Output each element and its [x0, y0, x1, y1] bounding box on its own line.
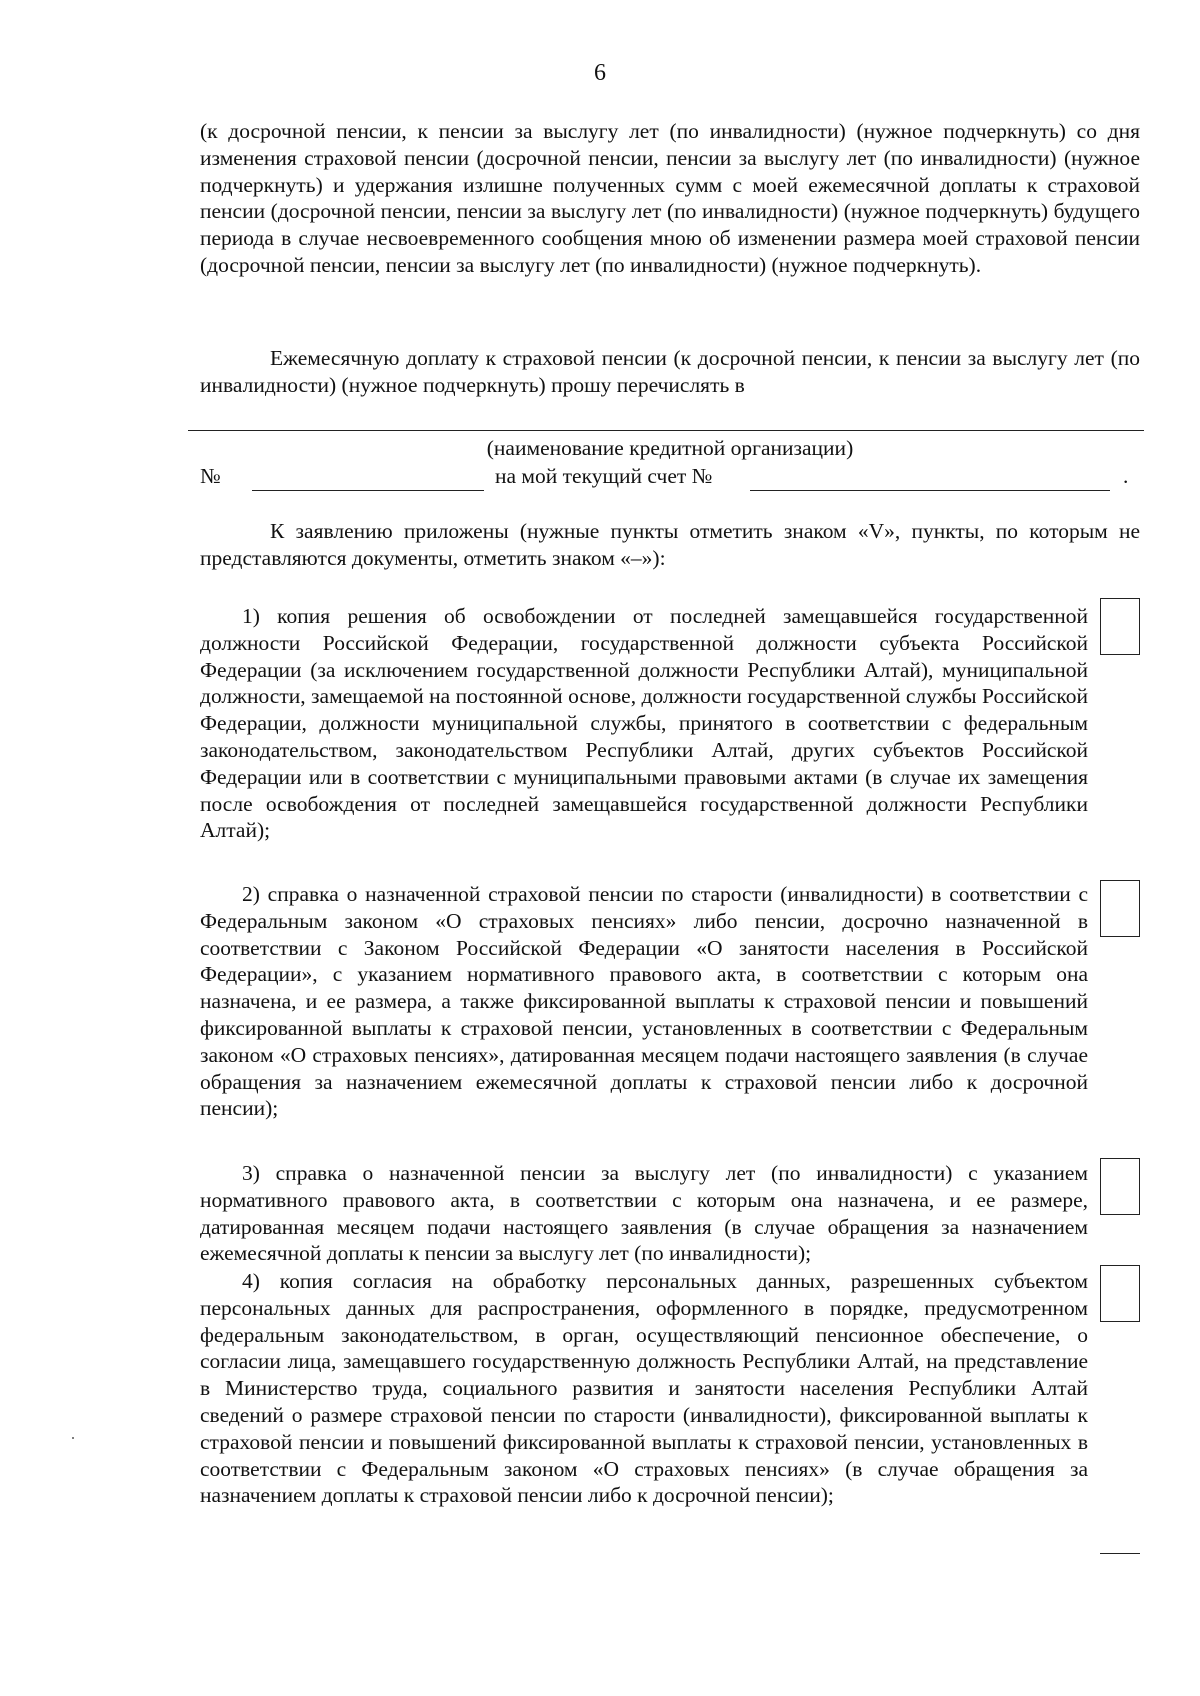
attachment-item-2	[200, 881, 1088, 1122]
attachment-item-1-text: 1) копия решения об освобождении от последней замещавшейся государственной должности Российской Федерации, государственной должности субъекта Российской Федерации (за исключением государственной должности Республики Алтай), муниципальной должности, замещаемой на постоянной основе, должности государственной службы Российской Федерации, должности муниципальной службы, принятого в соответствии с федеральным законодательством, законодательством Республики Алтай, других субъектов Российской Федерации или в соответствии с муниципальными правовыми актами (в случае их замещения после освобождения от последней замещавшейся государственной должности Республики Алтай);	[200, 604, 1088, 843]
continuation-mark	[1100, 1553, 1140, 1554]
number-sign: №	[200, 464, 221, 488]
intro-paragraph-text: (к досрочной пенсии, к пенсии за выслугу лет (по инвалидности) (нужное подчеркнуть) со дня изменения страховой пенсии (досрочной пенсии, пенсии за выслугу лет (по инвалидности) (нужное подчеркнуть) и удержания излишне полученных сумм с моей ежемесячной доплаты к страховой пенсии (досрочной пенсии, пенсии за выслугу лет (по инвалидности) (нужное подчеркнуть) будущего периода в случае несвоевременного сообщения мною об изменении размера моей страховой пенсии (досрочной пенсии, пенсии за выслугу лет (по инвалидности) (нужное подчеркнуть).	[200, 119, 1140, 277]
attachment-checkbox-1[interactable]	[1100, 598, 1140, 655]
attachment-item-3-text: 3) справка о назначенной пенсии за выслугу лет (по инвалидности) с указанием нормативного правового акта, в соответствии с которым она назначена, и ее размере, датированная месяцем подачи настоящего заявления (в случае обращения за назначением ежемесячной доплаты к пенсии за выслугу лет (по инвалидности);	[200, 1161, 1088, 1266]
account-line	[200, 463, 1140, 491]
attachment-item-1	[200, 603, 1088, 844]
attachment-checkbox-3[interactable]	[1100, 1158, 1140, 1215]
attachment-checkbox-4[interactable]	[1100, 1265, 1140, 1322]
transfer-paragraph	[200, 345, 1140, 399]
attachment-checkbox-2[interactable]	[1100, 880, 1140, 937]
attachment-item-4	[200, 1268, 1088, 1509]
transfer-paragraph-text: Ежемесячную доплату к страховой пенсии (к досрочной пенсии, к пенсии за выслугу лет (по инвалидности) (нужное подчеркнуть) прошу перечислять в	[200, 346, 1140, 397]
attachment-item-4-text: 4) копия согласия на обработку персональных данных, разрешенных субъектом персональных данных для распространения, оформленного в порядке, предусмотренном федеральным законодательством, в орган, осуществляющий пенсионное обеспечение, о согласии лица, замещавшего государственную должность Республики Алтай, на представление в Министерство труда, социального развития и занятости населения Республики Алтай сведений о размере страховой пенсии по старости (инвалидности), фиксированной выплаты к страховой пенсии и повышений фиксированной выплаты к страховой пенсии, установленных в соответствии с Федеральным законом «О страховых пенсиях» (в случае обращения за назначением доплаты к страховой пенсии либо к досрочной пенсии);	[200, 1269, 1088, 1508]
attachments-intro-text: К заявлению приложены (нужные пункты отметить знаком «V», пункты, по которым не представляются документы, отметить знаком «–»):	[200, 519, 1140, 570]
attachment-item-2-text: 2) справка о назначенной страховой пенсии по старости (инвалидности) в соответствии с Федеральным законом «О страховых пенсиях» либо пенсии, досрочно назначенной в соответствии с Законом Российской Федерации «О занятости населения в Российской Федерации», с указанием нормативного правового акта, в соответствии с которым она назначена, и ее размера, а также фиксированной выплаты к страховой пенсии и повышений фиксированной выплаты к страховой пенсии, установленных в соответствии с Федеральным законом «О страховых пенсиях», датированная месяцем подачи настоящего заявления (в случае обращения за назначением ежемесячной доплаты к страховой пенсии либо к досрочной пенсии);	[200, 882, 1088, 1121]
scan-speck	[72, 1437, 74, 1439]
bank-name-caption: (наименование кредитной организации)	[486, 436, 854, 460]
account-label: на мой текущий счет №	[495, 464, 713, 488]
account-input-line[interactable]	[750, 490, 1110, 491]
page-number: 6	[594, 60, 606, 86]
intro-paragraph	[200, 118, 1140, 279]
account-period: .	[1123, 464, 1129, 488]
attachment-item-3	[200, 1160, 1088, 1267]
attachments-intro	[200, 518, 1140, 572]
number-input-line[interactable]	[252, 490, 484, 491]
bank-name-line[interactable]	[188, 430, 1144, 431]
